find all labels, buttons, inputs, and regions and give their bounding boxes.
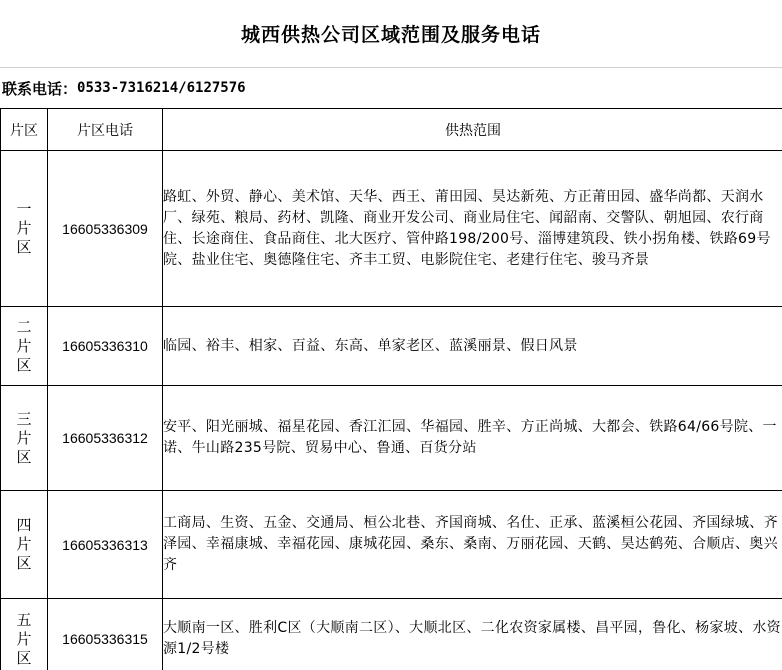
district-table <box>0 108 782 670</box>
district-char: 五 <box>16 610 32 629</box>
district-char: 片 <box>16 428 32 447</box>
table-row <box>1 386 782 491</box>
district-char: 区 <box>16 355 32 374</box>
district-char: 四 <box>16 516 32 534</box>
title-row <box>0 0 782 68</box>
district-char: 区 <box>16 554 32 572</box>
district-phone: 16605336312 <box>48 386 163 491</box>
district-char: 片 <box>16 535 32 553</box>
district-phone: 16605336313 <box>48 491 163 599</box>
district-cell <box>1 386 48 491</box>
district-phone: 16605336309 <box>48 151 163 307</box>
page-title: 城西供热公司区域范围及服务电话 <box>240 24 541 46</box>
heating-range: 路虹、外贸、静心、美术馆、天华、西王、莆田园、昊达新苑、方正莆田园、盛华尚都、天润水厂、绿苑、粮局、药材、凯隆、商业开发公司、商业局住宅、闻韶南、交警队、朝旭园、农行商住、长途商住、食品商住、北大医疗、管仲路198/200号、淄博建筑段、铁小拐角楼、铁路69号院、盐业住宅、奥德隆住宅、齐丰工贸、电影院住宅、老建行住宅、骏马齐景 <box>163 151 782 307</box>
heating-range: 安平、阳光丽城、福星花园、香江汇园、华福园、胜辛、方正尚城、大都会、铁路64/66号院、一诺、牛山路235号院、贸易中心、鲁通、百货分站 <box>163 386 782 491</box>
table-header-row <box>1 109 782 151</box>
header-district: 片区 <box>1 109 48 151</box>
district-phone: 16605336315 <box>48 599 163 670</box>
district-char: 一 <box>16 200 32 218</box>
contact-row <box>0 68 782 108</box>
district-char: 片 <box>16 219 32 237</box>
district-phone: 16605336310 <box>48 307 163 386</box>
contact-label: 联系电话： <box>2 79 78 98</box>
header-phone: 片区电话 <box>48 109 163 151</box>
table-row <box>1 599 782 670</box>
table-row <box>1 307 782 386</box>
district-char: 片 <box>16 336 32 355</box>
district-cell <box>1 491 48 599</box>
district-char: 区 <box>16 447 32 466</box>
header-range: 供热范围 <box>163 109 782 151</box>
heating-range: 工商局、生资、五金、交通局、桓公北巷、齐国商城、名仕、正承、蓝溪桓公花园、齐国绿城、齐泽园、幸福康城、幸福花园、康城花园、桑东、桑南、万丽花园、天鹤、昊达鹤苑、合顺店、奥兴齐 <box>163 491 782 599</box>
district-char: 三 <box>16 409 32 428</box>
district-char: 片 <box>16 629 32 648</box>
heating-range: 临园、裕丰、相家、百益、东高、单家老区、蓝溪丽景、假日风景 <box>163 307 782 386</box>
table-row <box>1 491 782 599</box>
table-row <box>1 151 782 307</box>
contact-phone: 0533-7316214/6127576 <box>77 80 246 96</box>
district-char: 区 <box>16 648 32 667</box>
district-char: 区 <box>16 238 32 256</box>
district-cell <box>1 599 48 670</box>
district-cell <box>1 307 48 386</box>
heating-range: 大顺南一区、胜利C区（大顺南二区）、大顺北区、二化农资家属楼、昌平园，鲁化、杨家坡、水资源1/2号楼 <box>163 599 782 670</box>
district-cell <box>1 151 48 307</box>
district-char: 二 <box>16 317 32 336</box>
